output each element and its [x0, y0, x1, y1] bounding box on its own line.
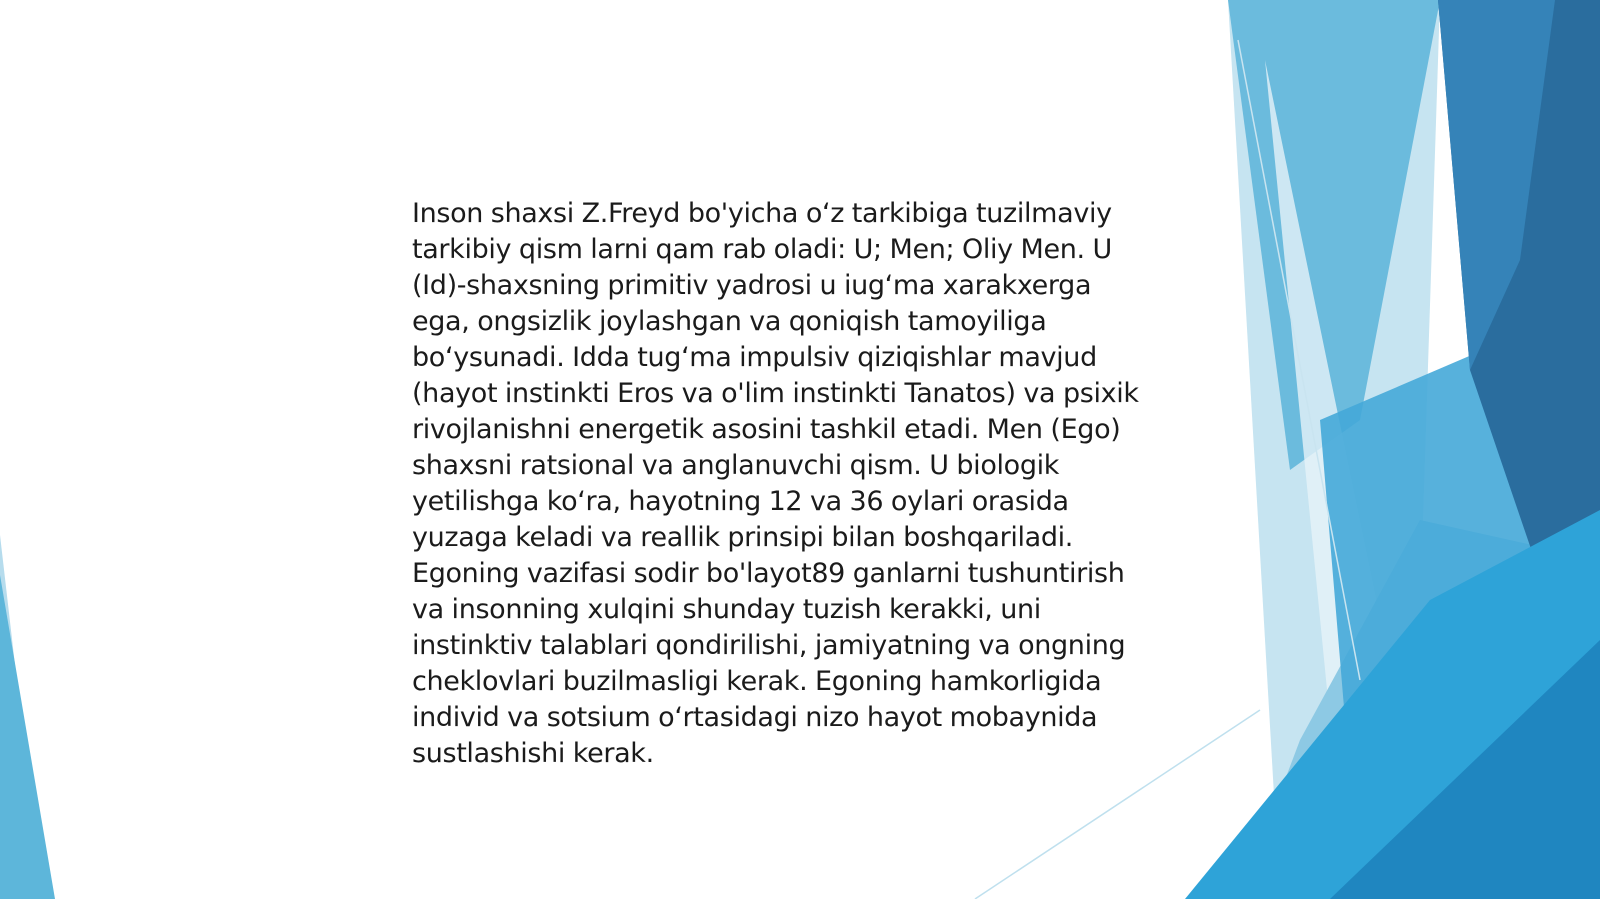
slide-body-text: Inson shaxsi Z.Freyd bo'yicha o‘z tarkibiga tuzilmaviy tarkibiy qism larni qam rab oladi: U; Men; Oliy Men. U (Id)-shaxsning primitiv yadrosi u iug‘ma xarakxerga ega, ongsizlik joylashgan va qoniqish tamoyiliga bo‘ysunadi. Idda tug‘ma impulsiv qiziqishlar mavjud (hayot instinkti Eros va o'lim instinkti Tanatos) va psixik rivojlanishni energetik asosini tashkil etadi. Men (Ego) shaxsni ratsional va anglanuvchi qism. U biologik yetilishga ko‘ra, hayotning 12 va 36 oylari orasida yuzaga keladi va reallik prinsipi bilan boshqariladi. Egoning vazifasi sodir bo'layot89 ganlarni tushuntirish va insonning xulqini shunday tuzish kerakki, uni instinktiv talablari qondirilishi, jamiyatning va ongning cheklovlari buzilmasligi kerak. Egoning hamkorligida individ va sotsium o‘rtasidagi nizo hayot mobaynida sustlashishi kerak. [412, 198, 1139, 769]
